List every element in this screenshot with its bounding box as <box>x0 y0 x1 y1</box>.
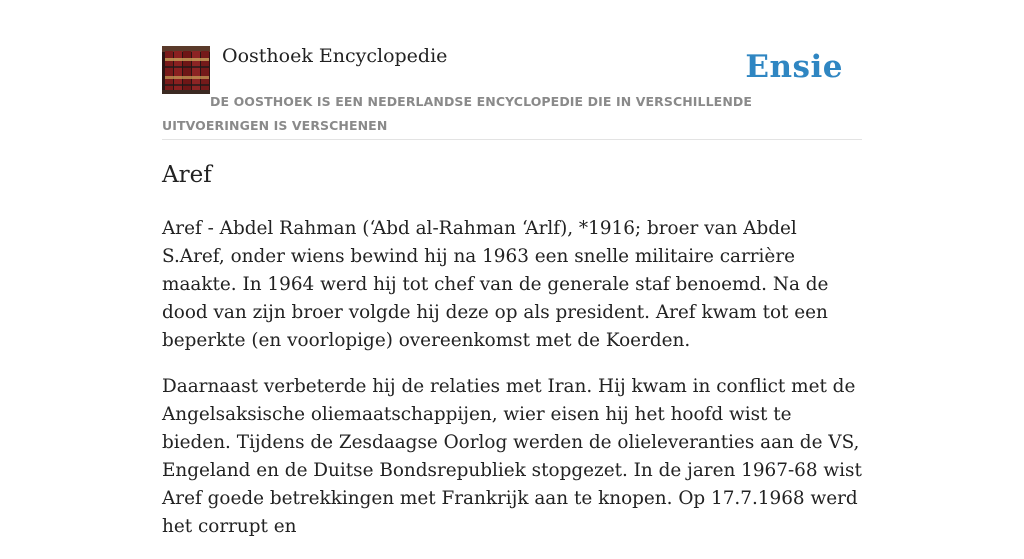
article-paragraph: Aref - Abdel Rahman (‘Abd al-Rahman ‘Arlf), *1916; broer van Abdel S.Aref, onder wiens bewind hij na 1963 een snelle militaire carrière maakte. In 1964 werd hij tot chef van de generale staf benoemd. Na de dood van zijn broer volgde hij deze op als president. Aref kwam tot een beperkte (en voorlopige) overeenkomst met de Koerden. <box>162 218 829 351</box>
ensie-logo-link[interactable]: Ensie <box>745 49 843 85</box>
site-header <box>162 0 862 140</box>
site-name[interactable]: Oosthoek Encyclopedie <box>222 45 448 67</box>
article-title: Aref <box>162 162 212 188</box>
books-icon <box>162 46 210 94</box>
content-container <box>162 0 862 537</box>
encyclopedia-books-avatar[interactable] <box>162 46 210 94</box>
article-paragraph: Daarnaast verbeterde hij de relaties met Iran. Hij kwam in conflict met de Angelsaksische oliemaatschappijen, wier eisen hij het hoofd wist te bieden. Tijdens de Zesdaagse Oorlog werden de olieleveranties aan de VS, Engeland en de Duitse Bondsrepubliek stopgezet. In de jaren 1967-68 wist Aref goede betrekkingen met Frankrijk aan te knopen. Op 17.7.1968 werd het corrupt en <box>162 376 862 537</box>
article-body <box>162 215 862 559</box>
site-tagline: DE OOSTHOEK IS EEN NEDERLANDSE ENCYCLOPEDIE DIE IN VERSCHILLENDE UITVOERINGEN IS VERSCHENEN <box>162 94 752 133</box>
